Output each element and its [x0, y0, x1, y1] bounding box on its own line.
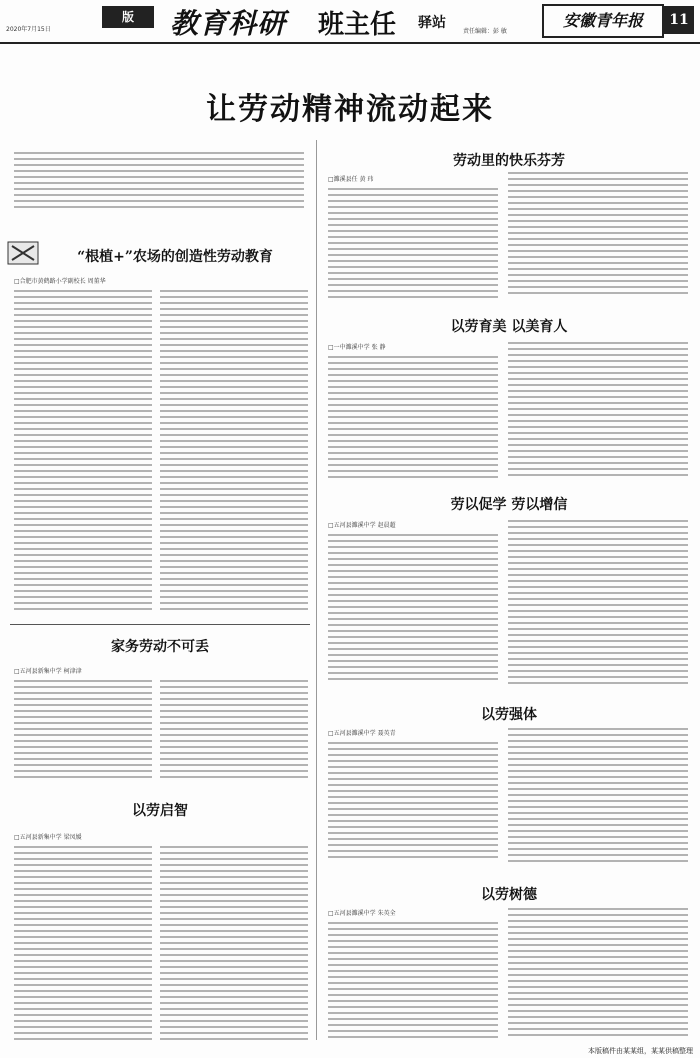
column-badge-icon	[6, 238, 40, 268]
article-byline: □五河县濉溪中学 赵晨超	[328, 522, 396, 529]
article-byline: □合肥市黄鹤路小学副校长 周董华	[14, 278, 106, 285]
article-body	[328, 188, 498, 298]
page-title: 让劳动精神流动起来	[206, 92, 494, 127]
article-body	[328, 534, 498, 684]
section-rule	[10, 624, 310, 625]
article-body	[14, 680, 152, 780]
article-body	[328, 922, 498, 1038]
column-suffix: 驿站	[418, 15, 446, 31]
column-divider	[316, 140, 317, 1040]
article-title: 以劳强体	[481, 707, 537, 723]
editor-credit: 责任编辑：彭 敏	[463, 28, 507, 35]
article-body	[508, 172, 688, 298]
article-body	[508, 342, 688, 480]
article-title: 以劳树德	[481, 887, 537, 903]
footer-credit: 本版稿件由某某组，某某供稿整理	[588, 1047, 693, 1055]
column-title: 教育科研	[170, 7, 287, 40]
article-byline: □濉溪县任 黄 玮	[328, 176, 374, 183]
article-body	[328, 742, 498, 862]
page-number: 11	[664, 6, 694, 34]
article-body	[328, 356, 498, 480]
article-byline: □五河县濉溪中学 朱英全	[328, 910, 396, 917]
masthead-rule	[0, 42, 700, 44]
article-body	[508, 908, 688, 1038]
article-byline: □一中濉溪中学 张 静	[328, 344, 386, 351]
column-subtitle: 班主任	[318, 10, 397, 40]
article-body	[160, 846, 308, 1042]
intro-paragraph	[14, 152, 304, 212]
issue-date: 2020年7月15日	[6, 26, 51, 33]
article-body	[508, 520, 688, 684]
article-body	[508, 728, 688, 862]
article-byline: □五河县新集中学 梁凤媛	[14, 834, 82, 841]
article-title: 以劳育美 以美育人	[450, 319, 568, 335]
section-mark: 版	[102, 6, 154, 28]
article-byline: □五河县濉溪中学 聂英青	[328, 730, 396, 737]
article-title: 以劳启智	[132, 803, 188, 819]
article-body	[160, 680, 308, 780]
article-body	[160, 290, 308, 610]
article-title: “根植+”农场的创造性劳动教育	[77, 249, 273, 265]
article-title: 劳以促学 劳以增信	[450, 497, 568, 513]
article-byline: □五河县新集中学 柯津津	[14, 668, 82, 675]
article-body	[14, 846, 152, 1042]
paper-name: 安徽青年报	[542, 4, 664, 38]
article-body	[14, 290, 152, 610]
article-title: 劳动里的快乐芬芳	[453, 153, 565, 169]
masthead	[0, 0, 700, 44]
article-title: 家务劳动不可丢	[111, 639, 209, 655]
